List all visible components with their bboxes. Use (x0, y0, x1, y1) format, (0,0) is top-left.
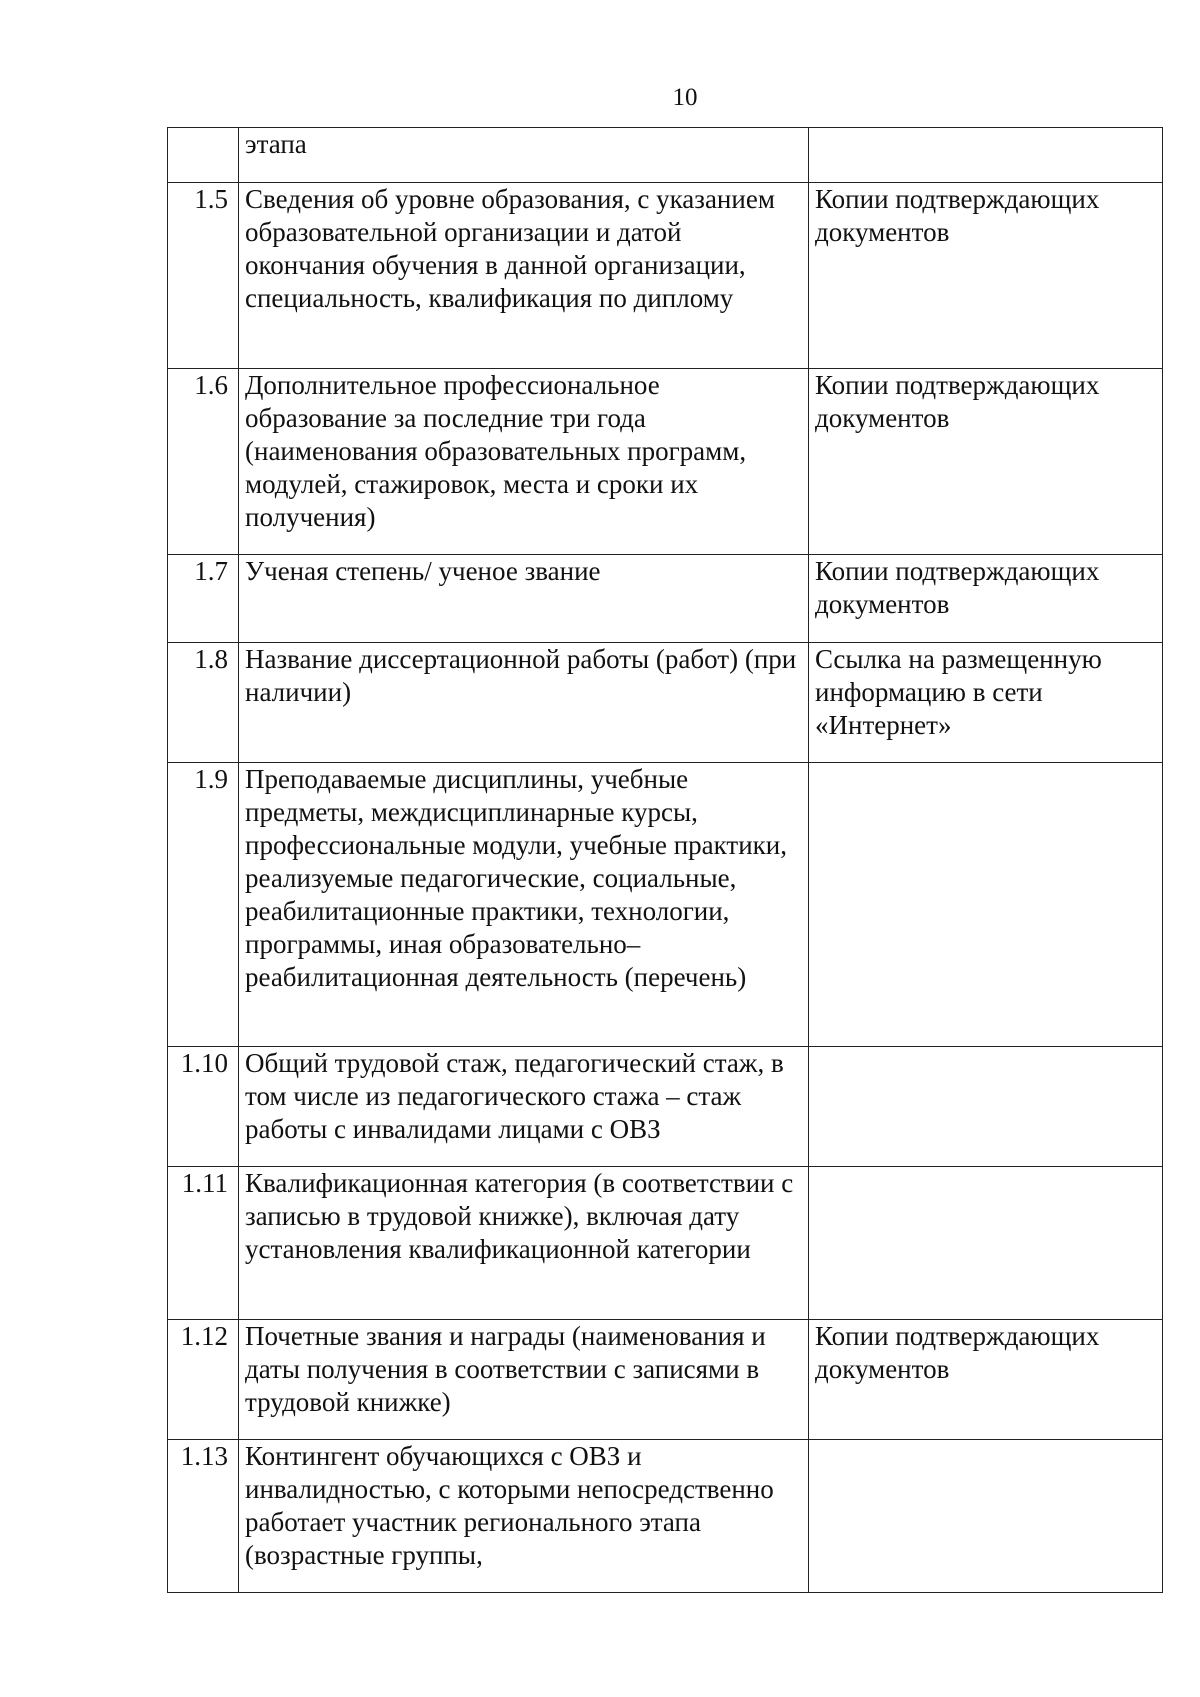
table-row (168, 1167, 1163, 1320)
row-description-cell: Квалификационная категория (в соответствии с записью в трудовой книжке), включая дату установления квалификационной категории (239, 1167, 809, 1320)
row-number-cell: 1.8 (168, 643, 239, 763)
row-confirmation-cell: Ссылка на размещенную информацию в сети «Интернет» (809, 643, 1163, 763)
row-description-cell: Почетные звания и награды (наименования и даты получения в соответствии с записями в трудовой книжке) (239, 1320, 809, 1440)
participant-info-table (167, 127, 1163, 1593)
table-row (168, 183, 1163, 369)
row-number-cell: 1.9 (168, 763, 239, 1047)
row-number-cell: 1.6 (168, 369, 239, 555)
table-row (168, 555, 1163, 643)
row-confirmation-cell (809, 1440, 1163, 1593)
row-confirmation-cell (809, 763, 1163, 1047)
row-number-cell: 1.5 (168, 183, 239, 369)
row-confirmation-cell: Копии подтверждающих документов (809, 369, 1163, 555)
row-number-cell: 1.12 (168, 1320, 239, 1440)
row-number-cell: 1.10 (168, 1047, 239, 1167)
row-description-cell: Сведения об уровне образования, с указанием образовательной организации и датой окончания обучения в данной организации, специальность, квалификация по диплому (239, 183, 809, 369)
table-row (168, 369, 1163, 555)
row-number-cell: 1.11 (168, 1167, 239, 1320)
row-description-cell: Общий трудовой стаж, педагогический стаж, в том числе из педагогического стажа – стаж работы с инвалидами лицами с ОВЗ (239, 1047, 809, 1167)
row-description-cell: Ученая степень/ ученое звание (239, 555, 809, 643)
row-confirmation-cell: Копии подтверждающих документов (809, 1320, 1163, 1440)
row-description-cell: Дополнительное профессиональное образование за последние три года (наименования образовательных программ, модулей, стажировок, места и сроки их получения) (239, 369, 809, 555)
row-confirmation-cell: Копии подтверждающих документов (809, 183, 1163, 369)
row-confirmation-cell (809, 128, 1163, 183)
row-confirmation-cell (809, 1047, 1163, 1167)
table-row (168, 643, 1163, 763)
page-number: 10 (672, 84, 698, 111)
table-row (168, 763, 1163, 1047)
row-description-cell: Контингент обучающихся с ОВЗ и инвалидностью, с которыми непосредственно работает участник регионального этапа (возрастные группы, (239, 1440, 809, 1593)
row-number-cell: 1.13 (168, 1440, 239, 1593)
row-description-cell: этапа (239, 128, 809, 183)
table-row (168, 1320, 1163, 1440)
row-confirmation-cell (809, 1167, 1163, 1320)
row-confirmation-cell: Копии подтверждающих документов (809, 555, 1163, 643)
table-row (168, 128, 1163, 183)
table-row (168, 1047, 1163, 1167)
table-row (168, 1440, 1163, 1593)
row-number-cell: 1.7 (168, 555, 239, 643)
row-description-cell: Название диссертационной работы (работ) (при наличии) (239, 643, 809, 763)
row-description-cell: Преподаваемые дисциплины, учебные предметы, междисциплинарные курсы, профессиональные модули, учебные практики, реализуемые педагогические, социальные, реабилитационные практики, технологии, программы, иная образовательно–реабилитационная деятельность (перечень) (239, 763, 809, 1047)
row-number-cell (168, 128, 239, 183)
